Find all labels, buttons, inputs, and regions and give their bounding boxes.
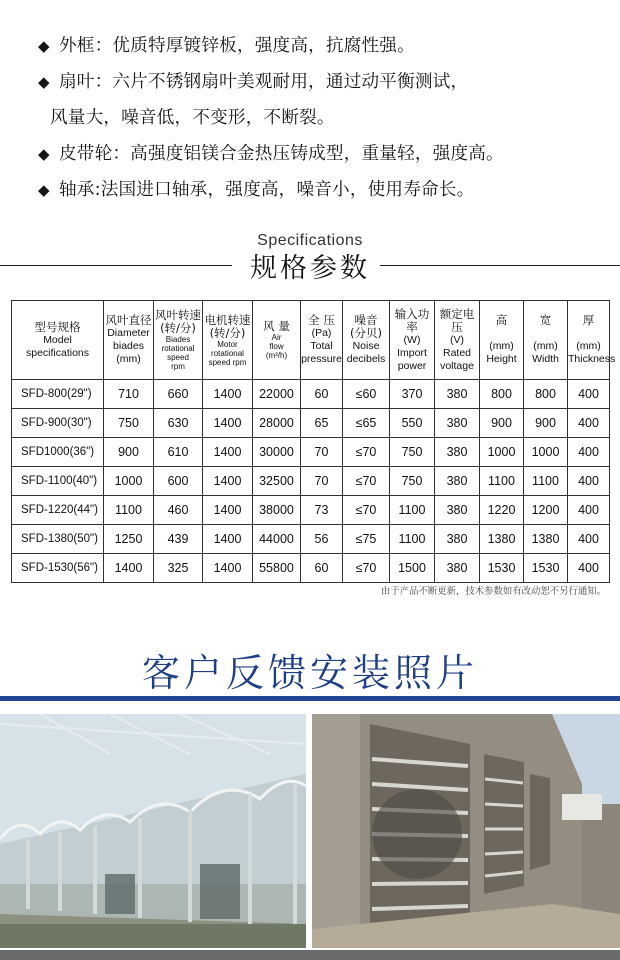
table-row [12,380,610,409]
table-cell: 30000 [253,438,301,467]
table-cell: 800 [524,380,568,409]
header-motor-speed: 电机转速 (转/分) Motor rotational speed rpm [203,301,253,380]
table-cell: 1380 [524,525,568,554]
table-cell: 800 [480,380,524,409]
diamond-bullet-icon: ◆ [38,73,50,91]
table-cell: ≤65 [343,409,390,438]
table-cell: 65 [301,409,343,438]
table-cell: 600 [154,467,203,496]
header-model: 型号规格 Model specifications [12,301,104,380]
table-cell: 400 [568,554,610,583]
table-cell: ≤75 [343,525,390,554]
table-cell: 900 [524,409,568,438]
table-cell-model: SFD-1380(50") [12,525,104,554]
table-cell-model: SFD-1530(56") [12,554,104,583]
table-row [12,554,610,583]
table-cell: 1100 [390,496,435,525]
table-cell-model: SFD-1220(44") [12,496,104,525]
table-row [12,409,610,438]
table-cell: 55800 [253,554,301,583]
table-cell: 1400 [203,467,253,496]
header-width: 宽 (mm) Width [524,301,568,380]
table-cell: 1400 [203,438,253,467]
table-cell: 380 [435,409,480,438]
table-cell: 1400 [203,409,253,438]
diamond-bullet-icon: ◆ [38,181,50,199]
table-cell: 380 [435,554,480,583]
table-cell: 1530 [524,554,568,583]
diamond-bullet-icon: ◆ [38,145,50,163]
table-cell-model: SFD-1100(40") [12,467,104,496]
feature-frame: ◆ 外框：优质特厚镀锌板，强度高，抗腐性强。 [38,28,613,64]
feature-pulley: ◆ 皮带轮：高强度铝镁合金热压铸成型，重量轻，强度高。 [38,136,613,172]
table-cell: 325 [154,554,203,583]
photos-section-title: 客户反馈安装照片 [141,651,478,695]
table-cell: 439 [154,525,203,554]
feature-blades-continued: 风量大，噪音低，不变形，不断裂。 [50,108,335,128]
table-cell: 60 [301,554,343,583]
table-header-row [12,301,610,380]
table-cell: 380 [435,496,480,525]
table-cell: ≤60 [343,380,390,409]
header-air-flow: 风 量 Air flow (m³/h) [253,301,301,380]
table-cell: 32500 [253,467,301,496]
table-cell: 60 [301,380,343,409]
table-row [12,467,610,496]
header-thickness: 厚 (mm) Thickness [568,301,610,380]
table-cell: 1220 [480,496,524,525]
table-cell: 750 [390,438,435,467]
table-cell: 1200 [524,496,568,525]
header-diameter: 风叶直径 Diameter biades (mm) [104,301,154,380]
greenhouse-photo [0,714,306,948]
table-row [12,496,610,525]
table-cell: 400 [568,496,610,525]
table-cell: 1530 [480,554,524,583]
table-cell: 380 [435,380,480,409]
table-cell: 1500 [390,554,435,583]
section-divider-bar [0,696,620,701]
table-cell: 1400 [203,525,253,554]
table-cell: 460 [154,496,203,525]
table-cell: 710 [104,380,154,409]
table-cell: 1000 [524,438,568,467]
spec-title-en: Specifications [257,232,363,249]
table-row [12,438,610,467]
table-cell: 1250 [104,525,154,554]
table-cell: 44000 [253,525,301,554]
next-photos-strip [0,950,620,960]
table-cell: 610 [154,438,203,467]
table-cell: 1400 [104,554,154,583]
spec-table [11,300,616,583]
feature-blades: ◆ 扇叶：六片不锈钢扇叶美观耐用，通过动平衡测试， [38,64,613,100]
header-rated-voltage: 额定电压 (V) Rated voltage [435,301,480,380]
diamond-bullet-icon: ◆ [38,37,50,55]
barn-exhaust-fan-photo [312,714,620,948]
update-notice: 由于产品不断更新，技术参数如有改动恕不另行通知。 [380,586,606,597]
table-cell: 370 [390,380,435,409]
table-cell: ≤70 [343,467,390,496]
header-height: 高 (mm) Height [480,301,524,380]
table-cell: 73 [301,496,343,525]
table-cell: 1100 [104,496,154,525]
table-cell: 1400 [203,496,253,525]
greenhouse-illustration [0,714,306,948]
table-cell: 56 [301,525,343,554]
table-cell: 1400 [203,554,253,583]
barn-illustration [312,714,620,948]
table-cell: 70 [301,467,343,496]
table-cell: 1000 [104,467,154,496]
table-cell: 750 [104,409,154,438]
table-cell: 400 [568,409,610,438]
table-cell-model: SFD1000(36") [12,438,104,467]
table-cell: 380 [435,438,480,467]
table-cell: 400 [568,380,610,409]
table-cell: 550 [390,409,435,438]
table-cell: 900 [480,409,524,438]
table-cell: 380 [435,525,480,554]
table-cell: 1380 [480,525,524,554]
table-cell: 1100 [390,525,435,554]
header-input-power: 输入功率 (W) Import power [390,301,435,380]
spec-section-heading [0,232,620,286]
feature-list [38,28,613,208]
header-noise: 噪音 (分贝) Noise decibels [343,301,390,380]
table-cell: 630 [154,409,203,438]
table-cell-model: SFD-900(30") [12,409,104,438]
table-cell: 1100 [480,467,524,496]
table-cell: 400 [568,438,610,467]
feature-bearing: ◆ 轴承:法国进口轴承，强度高，噪音小，使用寿命长。 [38,172,613,208]
table-cell: 1100 [524,467,568,496]
table-cell: ≤70 [343,496,390,525]
table-cell: 900 [104,438,154,467]
table-cell: 28000 [253,409,301,438]
table-cell: ≤70 [343,554,390,583]
table-cell: 750 [390,467,435,496]
spec-title-zh: 规格参数 [250,253,370,284]
table-cell: ≤70 [343,438,390,467]
table-cell: 38000 [253,496,301,525]
table-cell: 22000 [253,380,301,409]
table-cell: 400 [568,525,610,554]
table-cell: 380 [435,467,480,496]
table-cell: 660 [154,380,203,409]
table-cell-model: SFD-800(29") [12,380,104,409]
table-row [12,525,610,554]
header-blade-speed: 风叶转速 (转/分) Biades rotational speed rpm [154,301,203,380]
table-cell: 1000 [480,438,524,467]
table-cell: 1400 [203,380,253,409]
table-cell: 70 [301,438,343,467]
heading-divider-left [0,265,232,267]
header-pressure: 全 压 (Pa) Total pressure [301,301,343,380]
table-cell: 400 [568,467,610,496]
heading-divider-right [380,265,620,267]
